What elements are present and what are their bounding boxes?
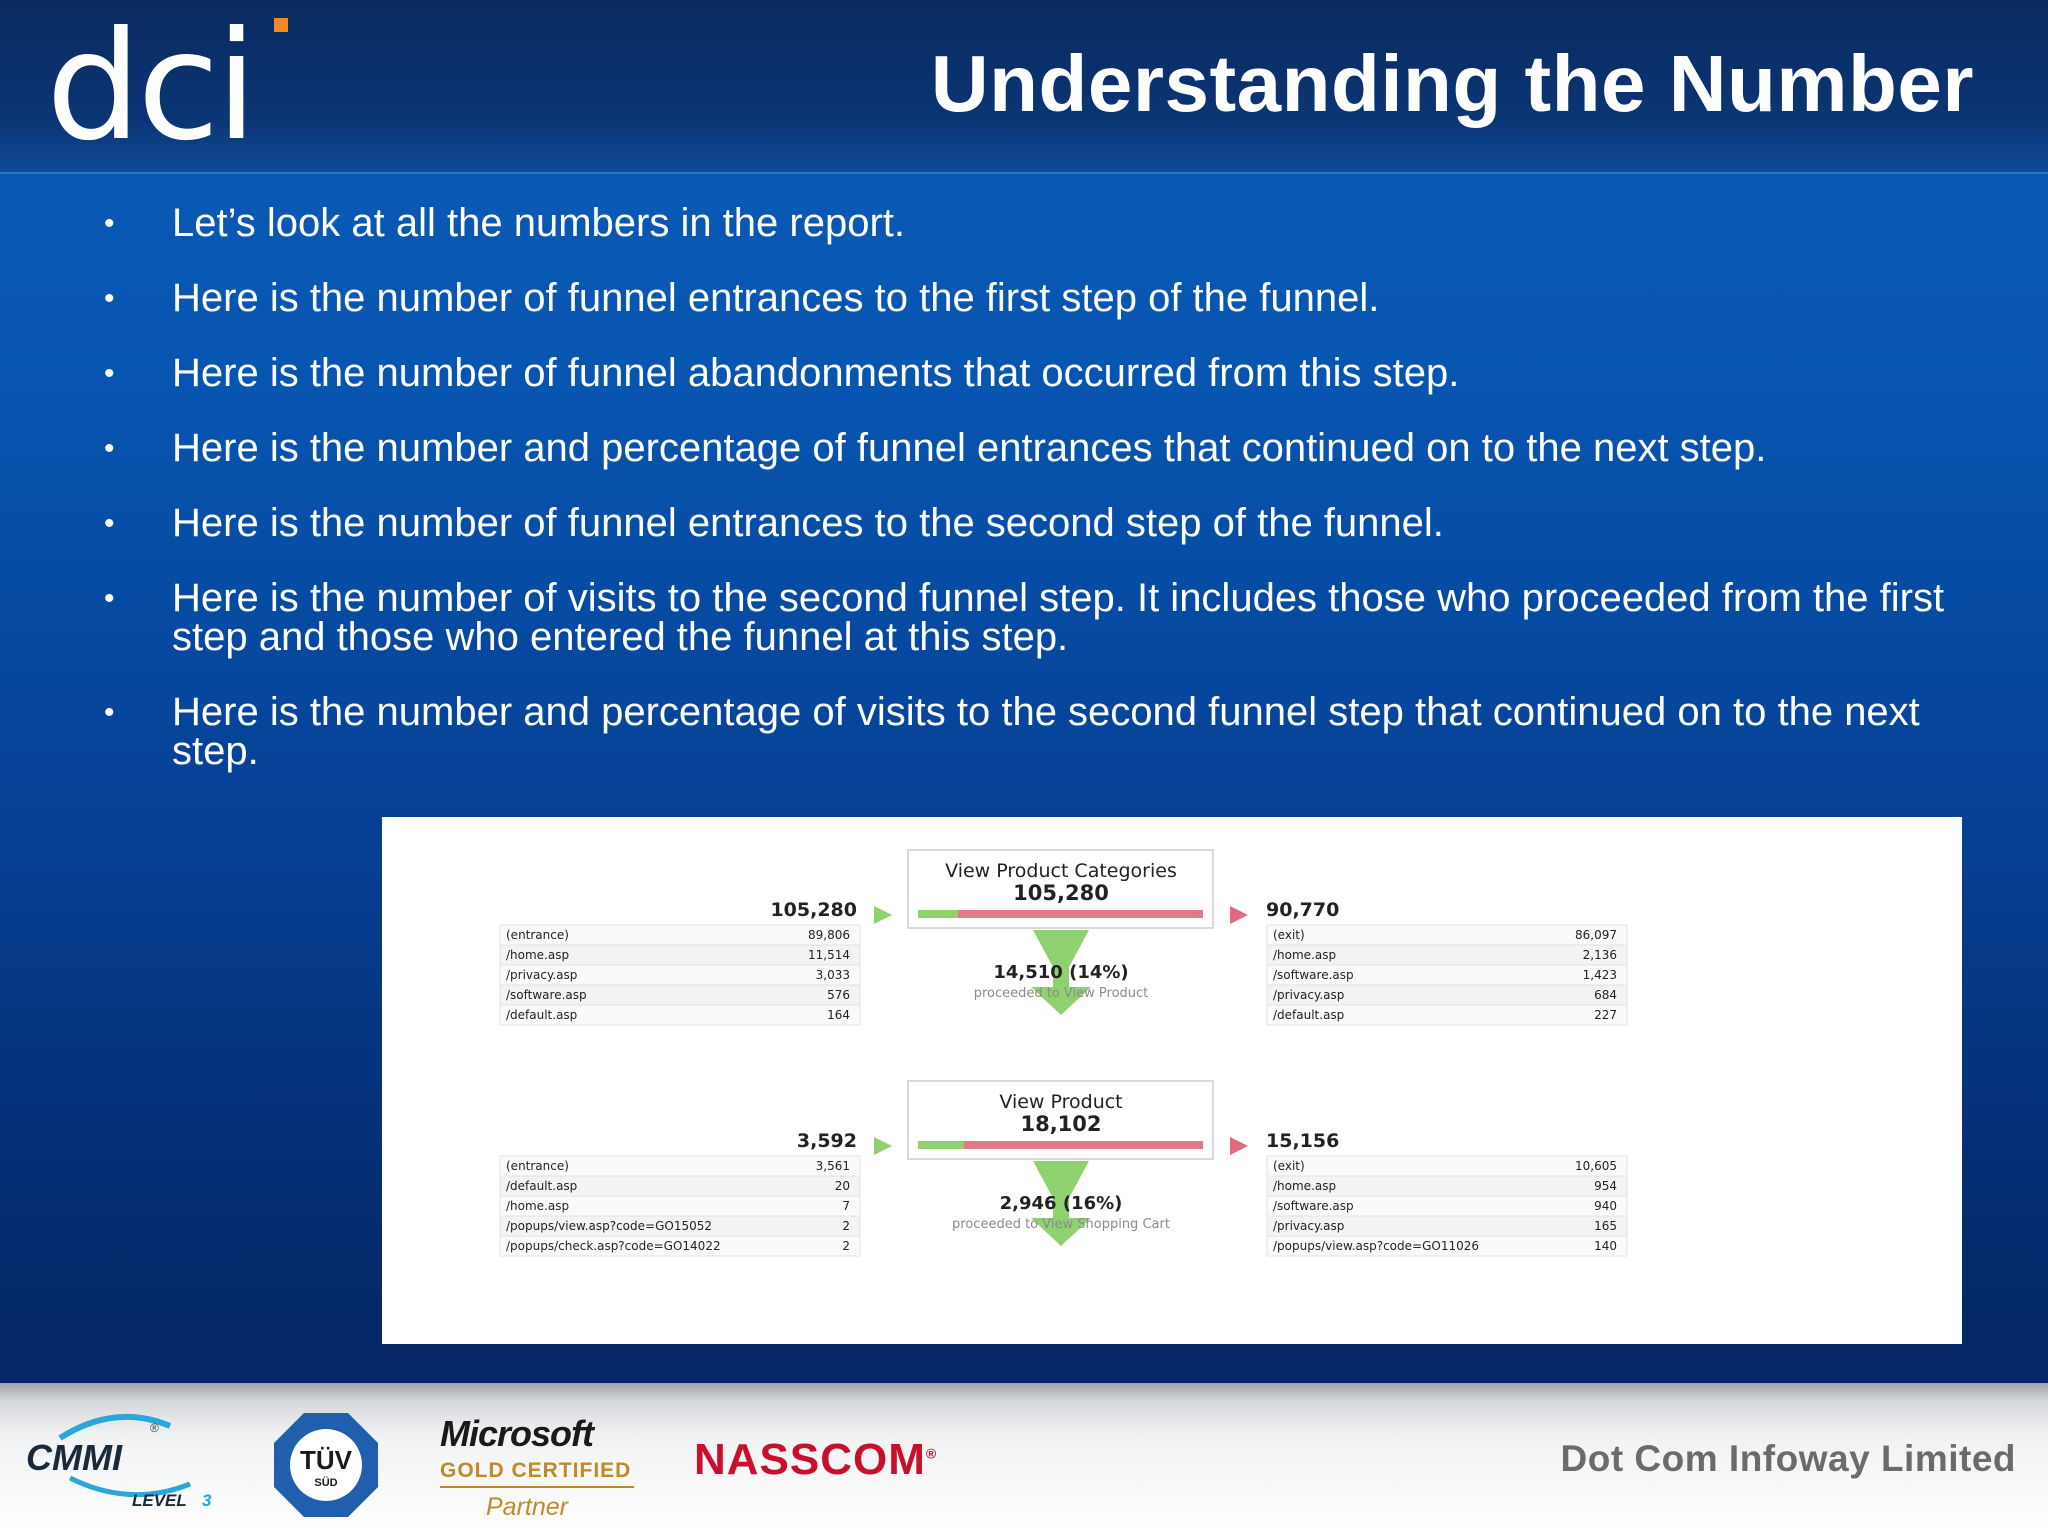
exit-row-value: 10,605: [1575, 1159, 1617, 1173]
exit-row-value: 940: [1594, 1199, 1617, 1213]
entrance-row-page: /popups/check.asp?code=GO14022: [506, 1239, 721, 1253]
entrance-row-value: 164: [827, 1008, 850, 1022]
bullet-text: Here is the number of visits to the second funnel step. It includes those who proceeded from the first step and those who entered the funnel at this step.: [172, 576, 1945, 659]
entrance-arrow: [874, 1137, 892, 1155]
exit-row-page: /software.asp: [1273, 1199, 1354, 1213]
entrance-row-value: 3,561: [815, 1159, 850, 1173]
exit-total: 90,770: [1266, 899, 1340, 921]
nasscom-logo: [694, 1435, 937, 1485]
entrance-row-page: /default.asp: [506, 1008, 578, 1022]
entrance-row-page: (entrance): [506, 1159, 569, 1173]
entrance-total: 3,592: [796, 1130, 857, 1152]
exit-row-value: 1,423: [1582, 968, 1617, 982]
bullet-dot: •: [104, 507, 115, 540]
bullet-text: Here is the number and percentage of funnel entrances that continued on to the next step.: [172, 426, 1767, 470]
bullet-item: [100, 501, 1980, 545]
entrance-row-page: (entrance): [506, 928, 569, 942]
exit-row-page: /popups/view.asp?code=GO11026: [1273, 1239, 1479, 1253]
entrance-row-value: 11,514: [808, 948, 850, 962]
microsoft-gold-certified: GOLD CERTIFIED: [440, 1459, 632, 1482]
cmmi-level-word: LEVEL: [132, 1491, 187, 1510]
bullet-item: [100, 276, 1980, 320]
exit-row: [1267, 925, 1627, 945]
nasscom-text: NASSCOM: [694, 1435, 926, 1484]
cmmi-registered: ®: [150, 1421, 159, 1435]
bullet-list: [100, 201, 1980, 807]
microsoft-title: Microsoft: [440, 1413, 593, 1454]
bullet-item: [100, 351, 1980, 395]
cmmi-logo: [20, 1408, 230, 1518]
cmmi-level-num: 3: [202, 1491, 212, 1510]
step-abandon-bar: [958, 910, 1203, 918]
nasscom-registered: ®: [925, 1445, 938, 1462]
exit-row-page: /privacy.asp: [1273, 1219, 1345, 1233]
bullet-item: [100, 690, 1980, 773]
bullet-text: Here is the number of funnel entrances to the second step of the funnel.: [172, 501, 1444, 545]
logo-orange-dot: [274, 18, 288, 32]
entrance-row-value: 89,806: [808, 928, 850, 942]
bullet-text: Here is the number and percentage of visits to the second funnel step that continued on to the next step.: [172, 690, 1920, 773]
entrance-row-page: /privacy.asp: [506, 968, 578, 982]
exit-row: [1267, 1156, 1627, 1176]
step-abandon-bar: [964, 1141, 1203, 1149]
bullet-dot: •: [104, 696, 115, 729]
exit-row-value: 140: [1594, 1239, 1617, 1253]
step-continue-bar: [918, 910, 958, 918]
funnel-report: [382, 817, 1962, 1344]
bullet-dot: •: [104, 282, 115, 315]
bullet-text: Let’s look at all the numbers in the report.: [172, 201, 906, 245]
step-total: 105,280: [1013, 881, 1109, 905]
bullet-item: [100, 576, 1980, 659]
exit-row-value: 954: [1594, 1179, 1617, 1193]
bullet-text: Here is the number of funnel entrances to the first step of the funnel.: [172, 276, 1380, 320]
exit-row-page: (exit): [1273, 1159, 1305, 1173]
exit-row-page: (exit): [1273, 928, 1305, 942]
entrance-row-value: 576: [827, 988, 850, 1002]
exit-arrow: [1230, 1137, 1248, 1155]
page-title: Understanding the Number: [930, 39, 1974, 128]
footer-bar: [0, 1383, 2048, 1535]
proceeded-label: proceeded to View Shopping Cart: [952, 1217, 1170, 1232]
entrance-row-page: /software.asp: [506, 988, 587, 1002]
exit-total: 15,156: [1266, 1130, 1340, 1152]
exit-row-value: 227: [1594, 1008, 1617, 1022]
entrance-row-value: 20: [834, 1179, 850, 1193]
exit-row-page: /home.asp: [1273, 948, 1337, 962]
header-bar: [0, 0, 2048, 174]
step-continue-bar: [918, 1141, 964, 1149]
cmmi-text: CMMI: [26, 1437, 122, 1478]
exit-row-page: /default.asp: [1273, 1008, 1345, 1022]
proceeded-count: 2,946 (16%): [999, 1193, 1123, 1214]
exit-row-page: /software.asp: [1273, 968, 1354, 982]
proceeded-label: proceeded to View Product: [973, 986, 1149, 1001]
entrance-row-value: 3,033: [815, 968, 850, 982]
entrance-total: 105,280: [770, 899, 857, 921]
exit-row-value: 165: [1594, 1219, 1617, 1233]
exit-row-page: /privacy.asp: [1273, 988, 1345, 1002]
exit-arrow: [1230, 906, 1248, 924]
entrance-row-page: /default.asp: [506, 1179, 578, 1193]
proceeded-count: 14,510 (14%): [993, 962, 1129, 983]
bullet-dot: •: [104, 207, 115, 240]
tuv-text: TÜV: [300, 1445, 352, 1475]
tuv-logo: [272, 1411, 380, 1519]
microsoft-partner-logo: [432, 1413, 642, 1523]
microsoft-partner: Partner: [486, 1493, 568, 1521]
dci-logo: [46, 18, 296, 148]
bullet-text: Here is the number of funnel abandonments that occurred from this step.: [172, 351, 1460, 395]
bullet-dot: •: [104, 432, 115, 465]
logo-text: dci: [46, 18, 254, 148]
entrance-arrow: [874, 906, 892, 924]
step-name: View Product: [999, 1091, 1123, 1113]
exit-row-page: /home.asp: [1273, 1179, 1337, 1193]
bullet-item: [100, 201, 1980, 245]
bullet-dot: •: [104, 357, 115, 390]
entrance-row-page: /home.asp: [506, 1199, 570, 1213]
entrance-row-page: /popups/view.asp?code=GO15052: [506, 1219, 712, 1233]
exit-row-value: 2,136: [1582, 948, 1617, 962]
entrance-row-value: 2: [842, 1239, 850, 1253]
funnel-diagram: [382, 817, 1962, 1344]
bullet-item: [100, 426, 1980, 470]
microsoft-rule: [440, 1486, 634, 1488]
exit-row-value: 684: [1594, 988, 1617, 1002]
tuv-sub-text: SÜD: [314, 1477, 338, 1489]
entrance-row-value: 2: [842, 1219, 850, 1233]
company-name: Dot Com Infoway Limited: [1560, 1438, 2016, 1479]
step-name: View Product Categories: [945, 860, 1177, 882]
exit-row-value: 86,097: [1575, 928, 1617, 942]
bullet-dot: •: [104, 582, 115, 615]
entrance-row-value: 7: [842, 1199, 850, 1213]
entrance-row-page: /home.asp: [506, 948, 570, 962]
step-total: 18,102: [1020, 1112, 1102, 1136]
